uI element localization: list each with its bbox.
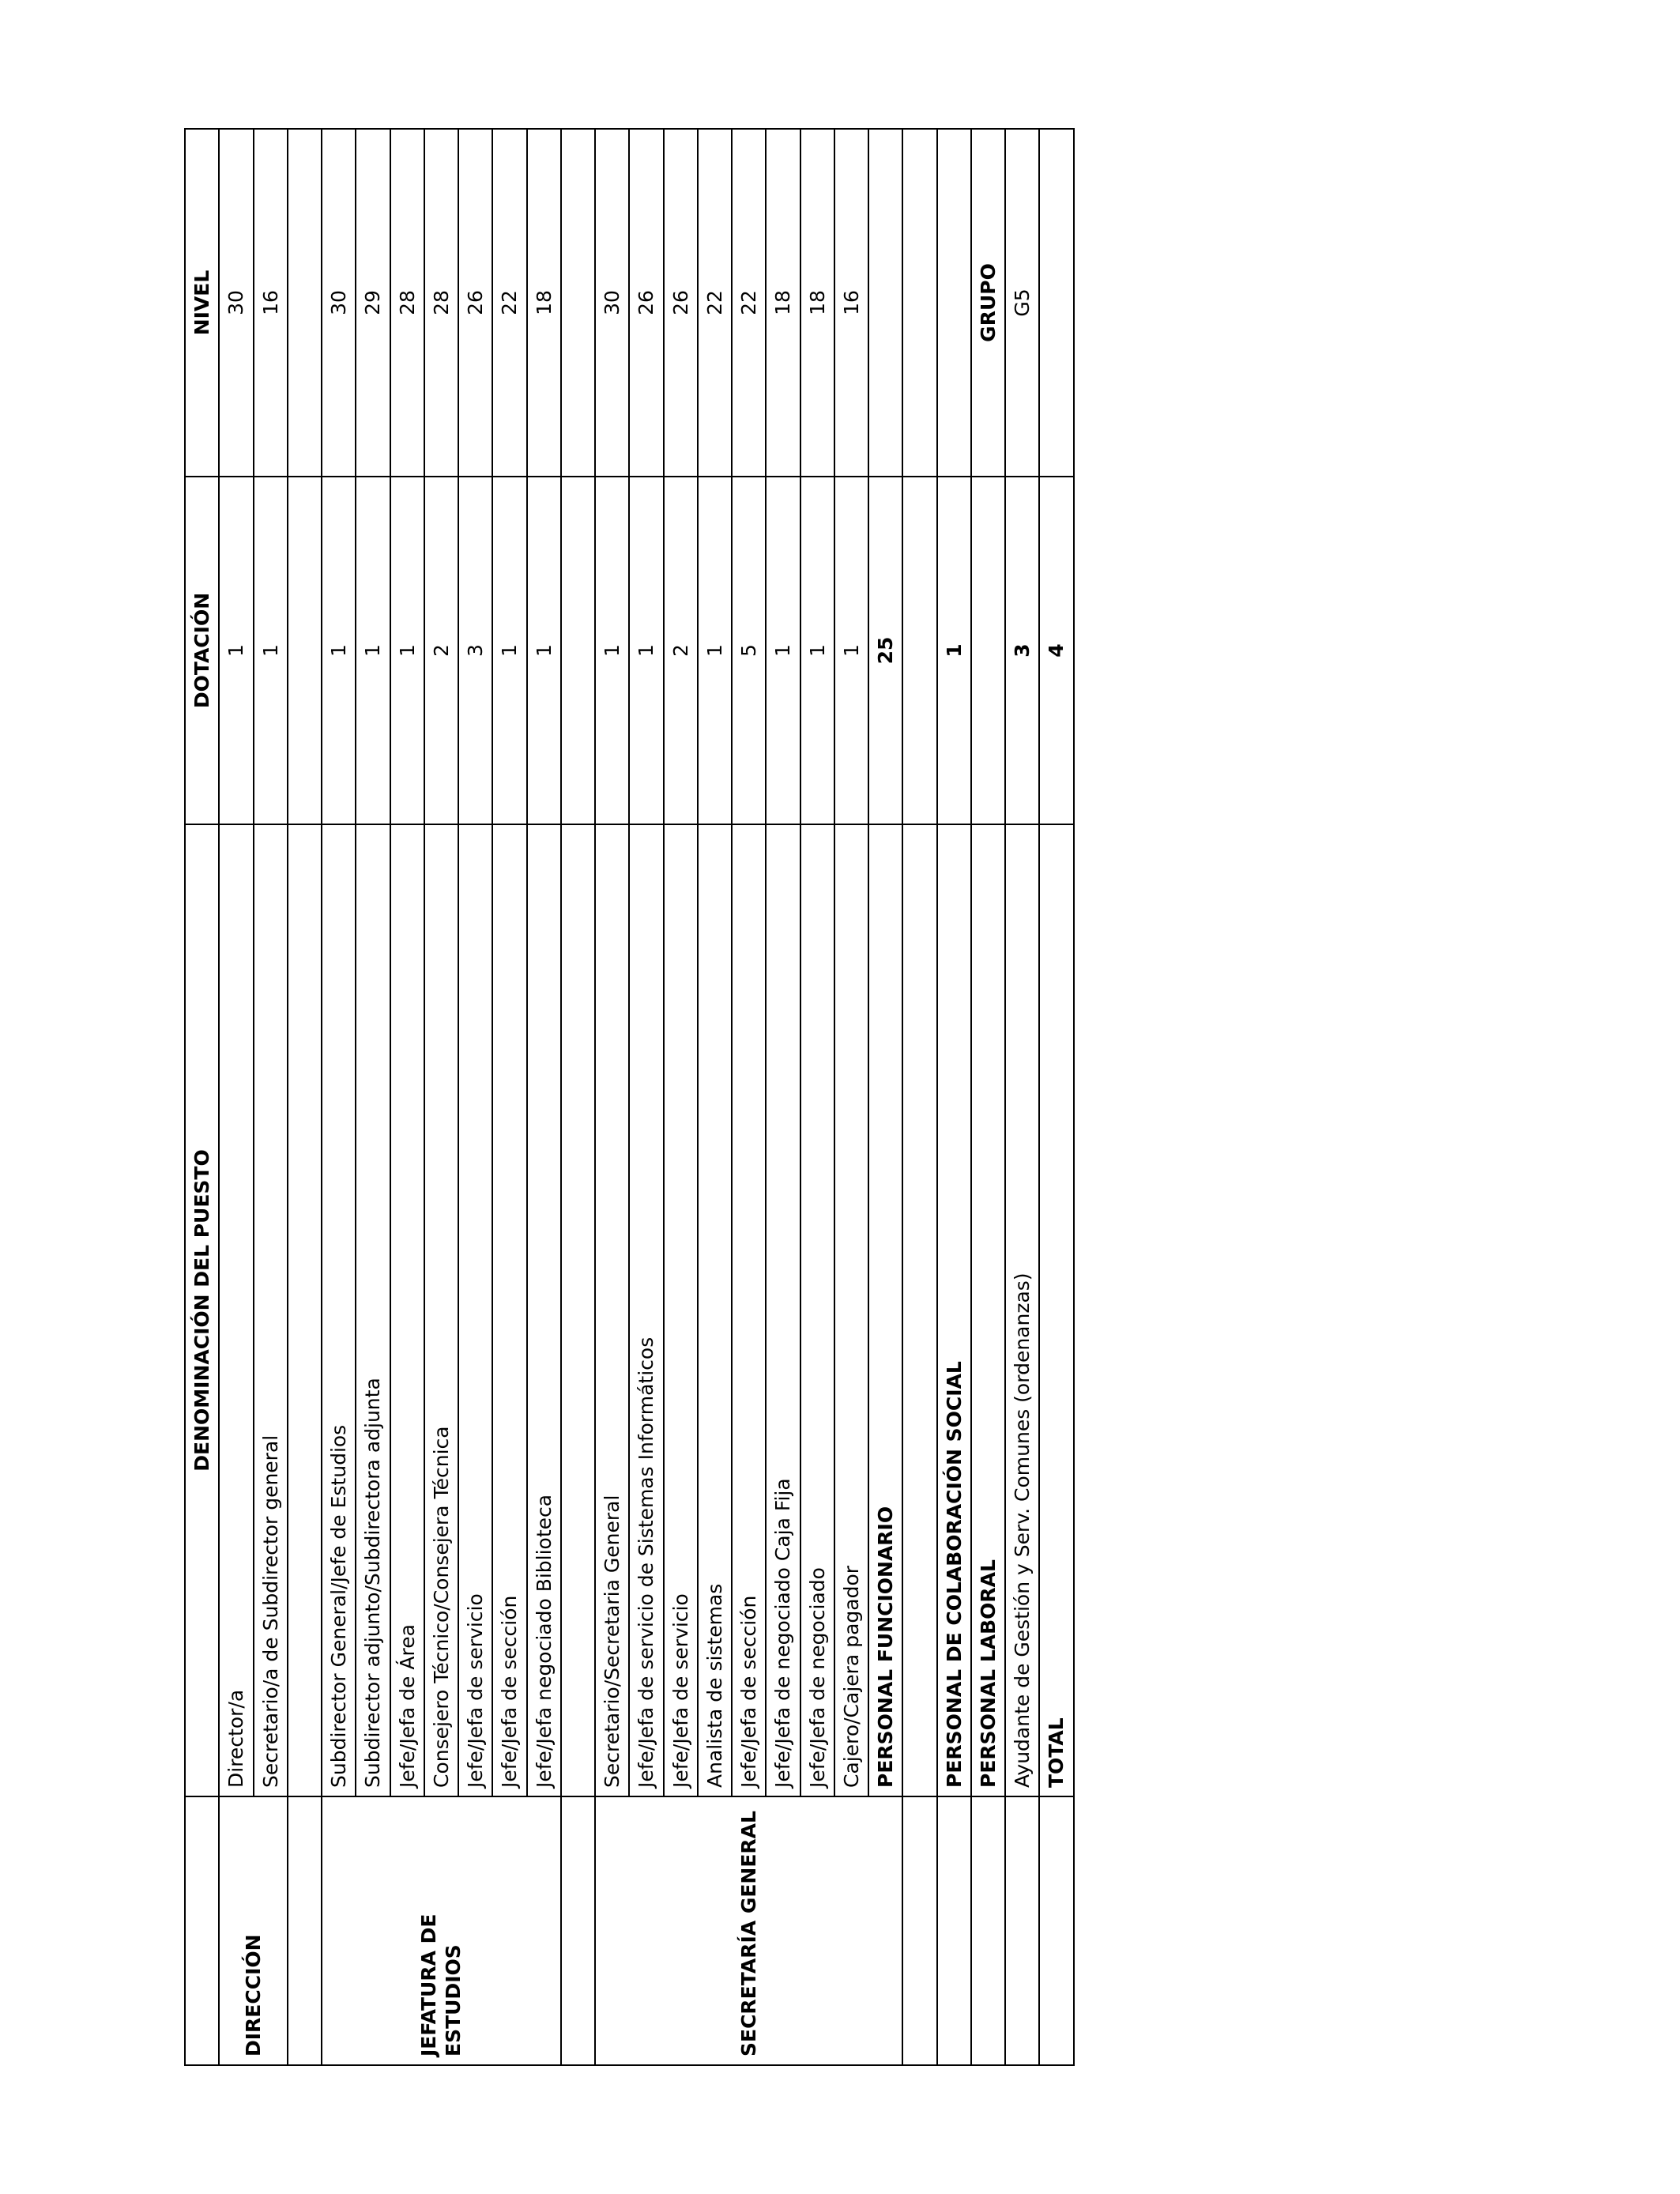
- table-row: [424, 129, 458, 2065]
- position-nivel: 22: [698, 129, 732, 477]
- position-name: Secretario/Secretaria General: [595, 824, 629, 1796]
- spacer-cell: [561, 477, 595, 824]
- laboral-position-grupo: G5: [1005, 129, 1039, 477]
- total-value: 4: [1039, 477, 1073, 824]
- table-row: [322, 129, 356, 2065]
- spacer-cell: [288, 824, 322, 1796]
- table-row: [800, 129, 834, 2065]
- position-dotacion: 1: [527, 477, 561, 824]
- spacer-cell: [971, 1796, 1005, 2065]
- position-name: Secretario/a de Subdirector general: [254, 824, 288, 1796]
- table-row: [254, 129, 288, 2065]
- total-label-funcionario: PERSONAL FUNCIONARIO: [868, 824, 902, 1796]
- spacer-cell: [902, 477, 936, 824]
- spacer-cell: [902, 1796, 936, 2065]
- position-dotacion: 1: [766, 477, 800, 824]
- section-label-secretaria-general: SECRETARÍA GENERAL: [595, 1796, 902, 2065]
- position-name: Jefe/Jefa de sección: [492, 824, 526, 1796]
- position-dotacion: 1: [356, 477, 390, 824]
- table-spacer-row: [288, 129, 322, 2065]
- spacer-cell: [561, 129, 595, 477]
- laboral-dotacion-blank: [971, 477, 1005, 824]
- position-nivel: 26: [629, 129, 663, 477]
- total-label: TOTAL: [1039, 824, 1073, 1796]
- table-row: [834, 129, 868, 2065]
- table-row: [664, 129, 698, 2065]
- row-total: [1039, 129, 1073, 2065]
- position-dotacion: 1: [322, 477, 356, 824]
- position-nivel: 16: [834, 129, 868, 477]
- label-personal-laboral: PERSONAL LABORAL: [971, 824, 1005, 1796]
- spacer-cell: [1005, 1796, 1039, 2065]
- position-name: Jefe/Jefa de servicio: [458, 824, 492, 1796]
- table-row: [595, 129, 629, 2065]
- position-dotacion: 1: [595, 477, 629, 824]
- spacer-cell: [1039, 1796, 1073, 2065]
- position-name: Jefe/Jefa de sección: [732, 824, 766, 1796]
- table-row: [458, 129, 492, 2065]
- position-name: Jefe/Jefa de servicio de Sistemas Informáticos: [629, 824, 663, 1796]
- position-dotacion: 1: [629, 477, 663, 824]
- row-colaboracion-social: [937, 129, 971, 2065]
- position-dotacion: 1: [390, 477, 424, 824]
- position-dotacion: 1: [698, 477, 732, 824]
- label-colaboracion-social: PERSONAL DE COLABORACIÓN SOCIAL: [937, 824, 971, 1796]
- total-grupo-blank: [1039, 129, 1073, 477]
- row-personal-laboral-header: [971, 129, 1005, 2065]
- position-nivel: 28: [390, 129, 424, 477]
- position-nivel: 16: [254, 129, 288, 477]
- table-spacer-row: [902, 129, 936, 2065]
- value-colaboracion-social: 1: [937, 477, 971, 824]
- position-name: Jefe/Jefa negociado Biblioteca: [527, 824, 561, 1796]
- table-row: [356, 129, 390, 2065]
- colaboracion-nivel-blank: [937, 129, 971, 477]
- header-unit-blank: [185, 1796, 219, 2065]
- position-name: Jefe/Jefa de Área: [390, 824, 424, 1796]
- table-row: [390, 129, 424, 2065]
- position-name: Jefe/Jefa de negociado: [800, 824, 834, 1796]
- laboral-position-dotacion: 3: [1005, 477, 1039, 824]
- position-nivel: 28: [424, 129, 458, 477]
- position-dotacion: 1: [219, 477, 253, 824]
- header-position: DENOMINACIÓN DEL PUESTO: [185, 824, 219, 1796]
- table-row: [732, 129, 766, 2065]
- table-row: [629, 129, 663, 2065]
- header-nivel: NIVEL: [185, 129, 219, 477]
- position-nivel: 30: [219, 129, 253, 477]
- position-dotacion: 1: [492, 477, 526, 824]
- spacer-cell: [288, 477, 322, 824]
- spacer-cell: [561, 1796, 595, 2065]
- position-dotacion: 2: [664, 477, 698, 824]
- row-laboral-position: [1005, 129, 1039, 2065]
- spacer-cell: [288, 129, 322, 477]
- table-row: [766, 129, 800, 2065]
- position-name: Subdirector adjunto/Subdirectora adjunta: [356, 824, 390, 1796]
- laboral-position-name: Ayudante de Gestión y Serv. Comunes (ordenanzas): [1005, 824, 1039, 1796]
- position-name: Director/a: [219, 824, 253, 1796]
- total-nivel-blank: [868, 129, 902, 477]
- table-spacer-row: [561, 129, 595, 2065]
- header-dotacion: DOTACIÓN: [185, 477, 219, 824]
- spacer-cell: [902, 129, 936, 477]
- section-label-jefatura-estudios: JEFATURA DE ESTUDIOS: [322, 1796, 561, 2065]
- section-label-direccion: DIRECCIÓN: [219, 1796, 288, 2065]
- header-grupo: GRUPO: [971, 129, 1005, 477]
- position-name: Consejero Técnico/Consejera Técnica: [424, 824, 458, 1796]
- table-row: [698, 129, 732, 2065]
- position-nivel: 18: [800, 129, 834, 477]
- spacer-cell: [288, 1796, 322, 2065]
- position-dotacion: 1: [834, 477, 868, 824]
- table-row: [527, 129, 561, 2065]
- total-value-funcionario: 25: [868, 477, 902, 824]
- position-nivel: 18: [527, 129, 561, 477]
- position-nivel: 18: [766, 129, 800, 477]
- position-nivel: 22: [732, 129, 766, 477]
- position-name: Jefe/Jefa de negociado Caja Fija: [766, 824, 800, 1796]
- position-nivel: 30: [595, 129, 629, 477]
- position-nivel: 26: [664, 129, 698, 477]
- position-name: Subdirector General/Jefe de Estudios: [322, 824, 356, 1796]
- position-dotacion: 1: [254, 477, 288, 824]
- position-dotacion: 3: [458, 477, 492, 824]
- position-nivel: 30: [322, 129, 356, 477]
- table-row: [219, 129, 253, 2065]
- position-name: Jefe/Jefa de servicio: [664, 824, 698, 1796]
- position-nivel: 26: [458, 129, 492, 477]
- position-dotacion: 1: [800, 477, 834, 824]
- rotated-table-canvas: [184, 85, 1496, 2109]
- spacer-cell: [561, 824, 595, 1796]
- position-nivel: 29: [356, 129, 390, 477]
- position-name: Cajero/Cajera pagador: [834, 824, 868, 1796]
- total-row-funcionario: [868, 129, 902, 2065]
- position-nivel: 22: [492, 129, 526, 477]
- table-header-row: [185, 129, 219, 2065]
- table-row: [492, 129, 526, 2065]
- position-dotacion: 5: [732, 477, 766, 824]
- position-dotacion: 2: [424, 477, 458, 824]
- staffing-table: [184, 128, 1075, 2066]
- position-name: Analista de sistemas: [698, 824, 732, 1796]
- spacer-cell: [937, 1796, 971, 2065]
- spacer-cell: [902, 824, 936, 1796]
